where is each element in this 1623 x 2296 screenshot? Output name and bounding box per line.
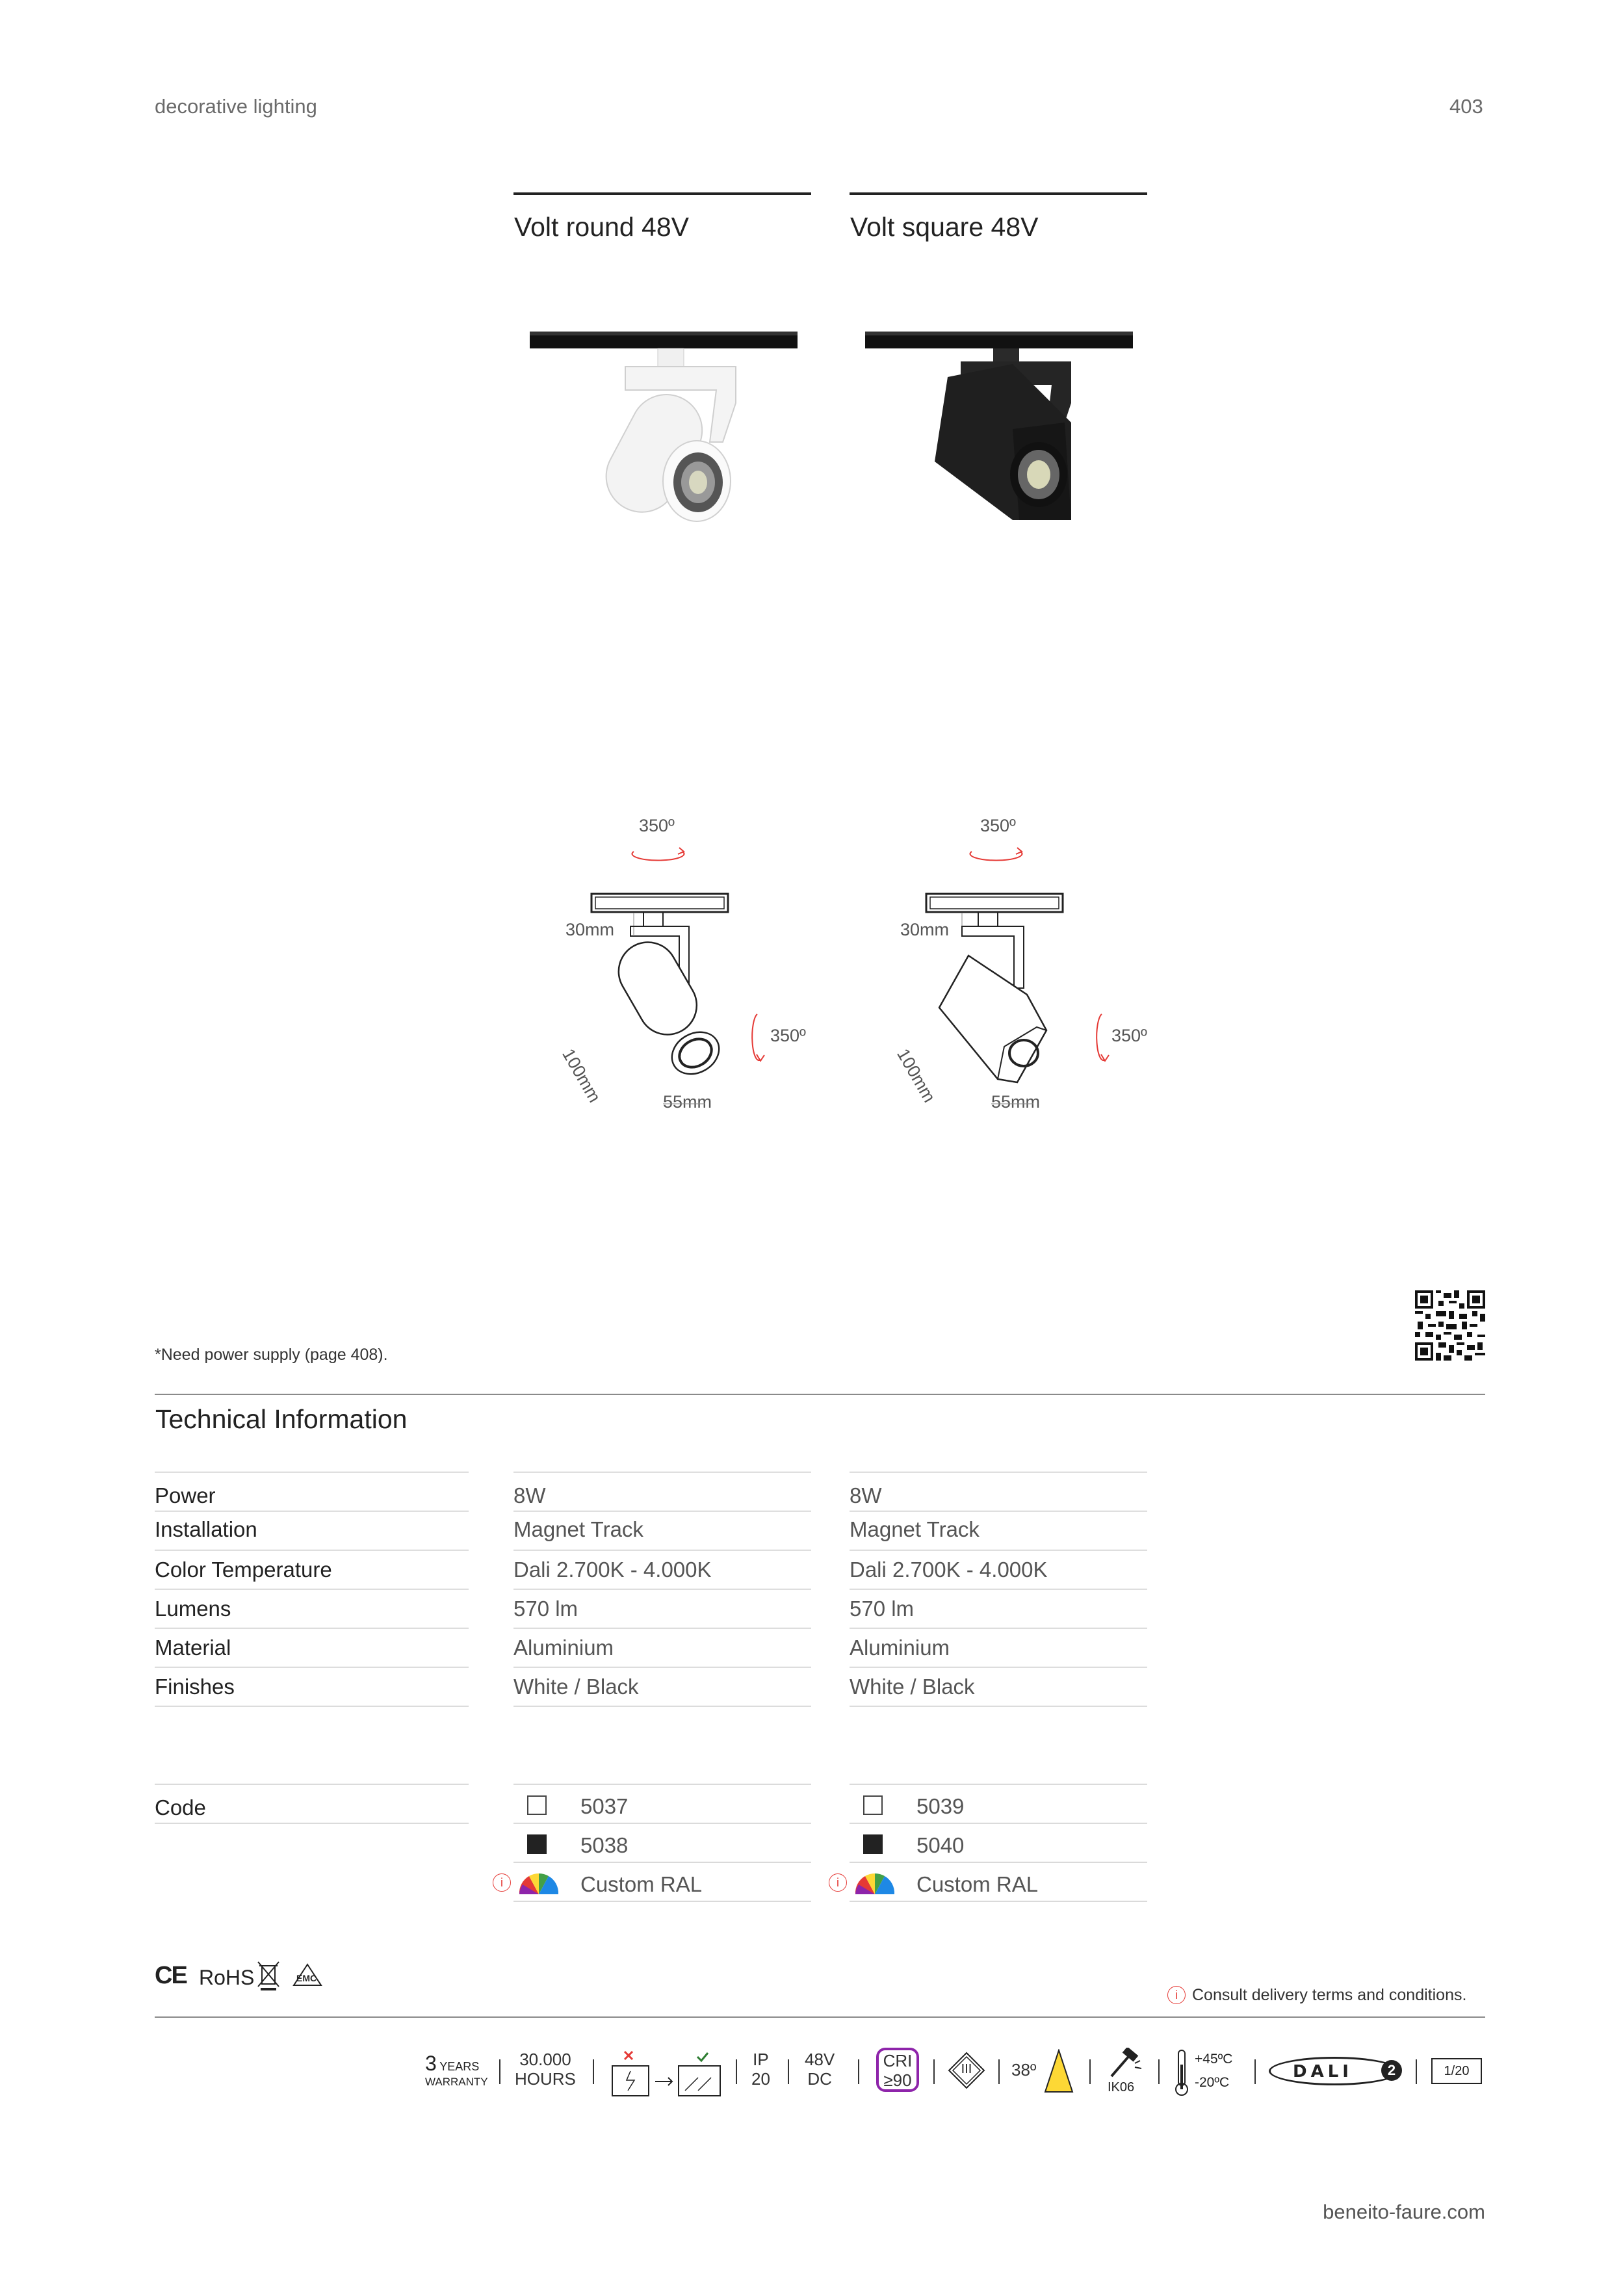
title-rule: [513, 192, 811, 195]
beam-angle-icon: [1043, 2049, 1075, 2093]
spec-value: Aluminium: [850, 1636, 950, 1660]
cri-icon: [876, 2048, 919, 2092]
tech-info-title: Technical Information: [155, 1404, 408, 1434]
spec-label: Finishes: [155, 1675, 235, 1699]
product-photo-round: [528, 325, 801, 533]
spec-value: 8W: [850, 1483, 882, 1507]
warranty-number: 3: [425, 2052, 437, 2075]
icon-separator: [593, 2059, 594, 2084]
voltage-icon: [805, 2050, 835, 2089]
spec-value: Magnet Track: [513, 1517, 643, 1541]
ral-color-fan-icon: [516, 1868, 562, 1897]
section-label: decorative lighting: [155, 95, 317, 118]
lifetime-hours-icon: [515, 2050, 576, 2089]
swatch-white: [863, 1795, 883, 1815]
table-row: [155, 1628, 1455, 1667]
rohs-label: RoHS: [199, 1966, 255, 1989]
spec-label: Material: [155, 1636, 231, 1660]
rotation-label-top: 350º: [639, 816, 675, 835]
warranty-word: WARRANTY: [425, 2076, 488, 2088]
ip-label: IP: [753, 2050, 769, 2069]
custom-ral-label: Custom RAL: [916, 1872, 1039, 1896]
dimension-length: 100mm: [558, 1045, 605, 1106]
table-row: [155, 1511, 1455, 1550]
icon-separator: [736, 2059, 737, 2084]
spec-value: Dali 2.700K - 4.000K: [850, 1558, 1048, 1582]
product-code: 5040: [916, 1833, 965, 1857]
hours-number: 30.000: [519, 2050, 571, 2069]
warranty-icon: [425, 2052, 488, 2089]
info-icon[interactable]: i: [493, 1873, 511, 1892]
installation-surface-icon: [608, 2048, 725, 2100]
voltage-type: DC: [807, 2068, 832, 2089]
spec-value: 8W: [513, 1483, 546, 1507]
ral-color-fan-icon: [852, 1868, 898, 1897]
product-code: 5039: [916, 1794, 965, 1818]
table-row: [155, 1667, 1455, 1706]
feature-icon-strip: [416, 2048, 1488, 2106]
emc-label: EMC: [296, 1973, 317, 1983]
dimension-height: 30mm: [900, 920, 950, 939]
dimension-length: 100mm: [893, 1045, 940, 1106]
product-photo-square: [863, 325, 1136, 533]
code-label: Code: [155, 1795, 206, 1820]
spec-value: 570 lm: [513, 1597, 578, 1621]
spec-label: Color Temperature: [155, 1558, 332, 1582]
table-row: [155, 1476, 1455, 1515]
spec-value: Dali 2.700K - 4.000K: [513, 1558, 712, 1582]
product-code: 5038: [580, 1833, 629, 1857]
title-rule: [850, 192, 1147, 195]
weee-bin-icon: [255, 1959, 281, 1992]
website-link[interactable]: beneito-faure.com: [1323, 2200, 1485, 2223]
power-supply-note: *Need power supply (page 408).: [155, 1346, 388, 1364]
impact-hammer-icon: [1106, 2048, 1143, 2079]
icon-separator: [1416, 2059, 1417, 2084]
spec-value: Aluminium: [513, 1636, 614, 1660]
temp-min: -20ºC: [1195, 2075, 1230, 2090]
dimming-ratio-icon: 1/20: [1431, 2058, 1482, 2084]
product-title-round: Volt round 48V: [514, 212, 689, 242]
hours-word: HOURS: [515, 2068, 576, 2089]
icon-separator: [1158, 2059, 1160, 2084]
dimension-diameter: 55mm: [991, 1092, 1041, 1112]
info-icon[interactable]: i: [829, 1873, 847, 1892]
spec-value: Magnet Track: [850, 1517, 980, 1541]
table-row: [155, 1550, 1455, 1589]
table-row: [155, 1589, 1455, 1628]
product-title-square: Volt square 48V: [850, 212, 1039, 242]
icon-separator: [1254, 2059, 1256, 2084]
ce-mark-icon: CE: [155, 1962, 187, 1989]
spec-value: White / Black: [513, 1675, 639, 1699]
dali-version: 2: [1381, 2060, 1402, 2081]
icon-separator: [499, 2059, 500, 2084]
icon-separator: [788, 2059, 789, 2084]
cri-label: CRI: [883, 2051, 913, 2070]
thermometer-icon: [1173, 2049, 1191, 2097]
temp-max: +45ºC: [1195, 2052, 1233, 2067]
rotation-label-side: 350º: [1111, 1026, 1147, 1045]
icon-separator: [1089, 2059, 1091, 2084]
ip-value: 20: [751, 2068, 770, 2089]
cri-value: ≥90: [883, 2070, 912, 2090]
swatch-white: [527, 1795, 547, 1815]
rotation-label-side: 350º: [770, 1026, 806, 1045]
dimension-height: 30mm: [565, 920, 615, 939]
voltage-value: 48V: [805, 2050, 835, 2069]
ik-rating: IK06: [1108, 2080, 1135, 2094]
swatch-black: [863, 1834, 883, 1854]
beam-angle-value: 38º: [1011, 2060, 1037, 2080]
swatch-black: [527, 1834, 547, 1854]
spec-label: Power: [155, 1483, 216, 1507]
class-value: III: [961, 2062, 972, 2076]
icon-separator: [998, 2059, 1000, 2084]
technical-drawing-round: [572, 832, 793, 1118]
emc-icon: [291, 1962, 324, 1988]
icon-separator: [858, 2059, 859, 2084]
custom-ral-label: Custom RAL: [580, 1872, 703, 1896]
section-divider: [155, 1394, 1485, 1395]
ip-rating-icon: [751, 2050, 770, 2089]
technical-drawing-square: [907, 832, 1128, 1118]
warranty-years: YEARS: [439, 2060, 480, 2073]
spec-value: White / Black: [850, 1675, 975, 1699]
section-divider: [155, 2016, 1485, 2018]
rotation-label-top: 350º: [980, 816, 1016, 835]
icon-separator: [933, 2059, 935, 2084]
dali-label: DALI: [1293, 2062, 1353, 2081]
info-icon[interactable]: i: [1167, 1986, 1186, 2004]
qr-code[interactable]: [1415, 1290, 1485, 1361]
dimension-diameter: 55mm: [663, 1092, 712, 1112]
spec-label: Lumens: [155, 1597, 231, 1621]
class-iii-icon: [948, 2052, 985, 2089]
spec-label: Installation: [155, 1517, 257, 1541]
spec-value: 570 lm: [850, 1597, 915, 1621]
consult-note: Consult delivery terms and conditions.: [1192, 1986, 1467, 2004]
page-number: 403: [1449, 95, 1483, 118]
dali-2-logo: [1269, 2057, 1400, 2085]
product-code: 5037: [580, 1794, 629, 1818]
